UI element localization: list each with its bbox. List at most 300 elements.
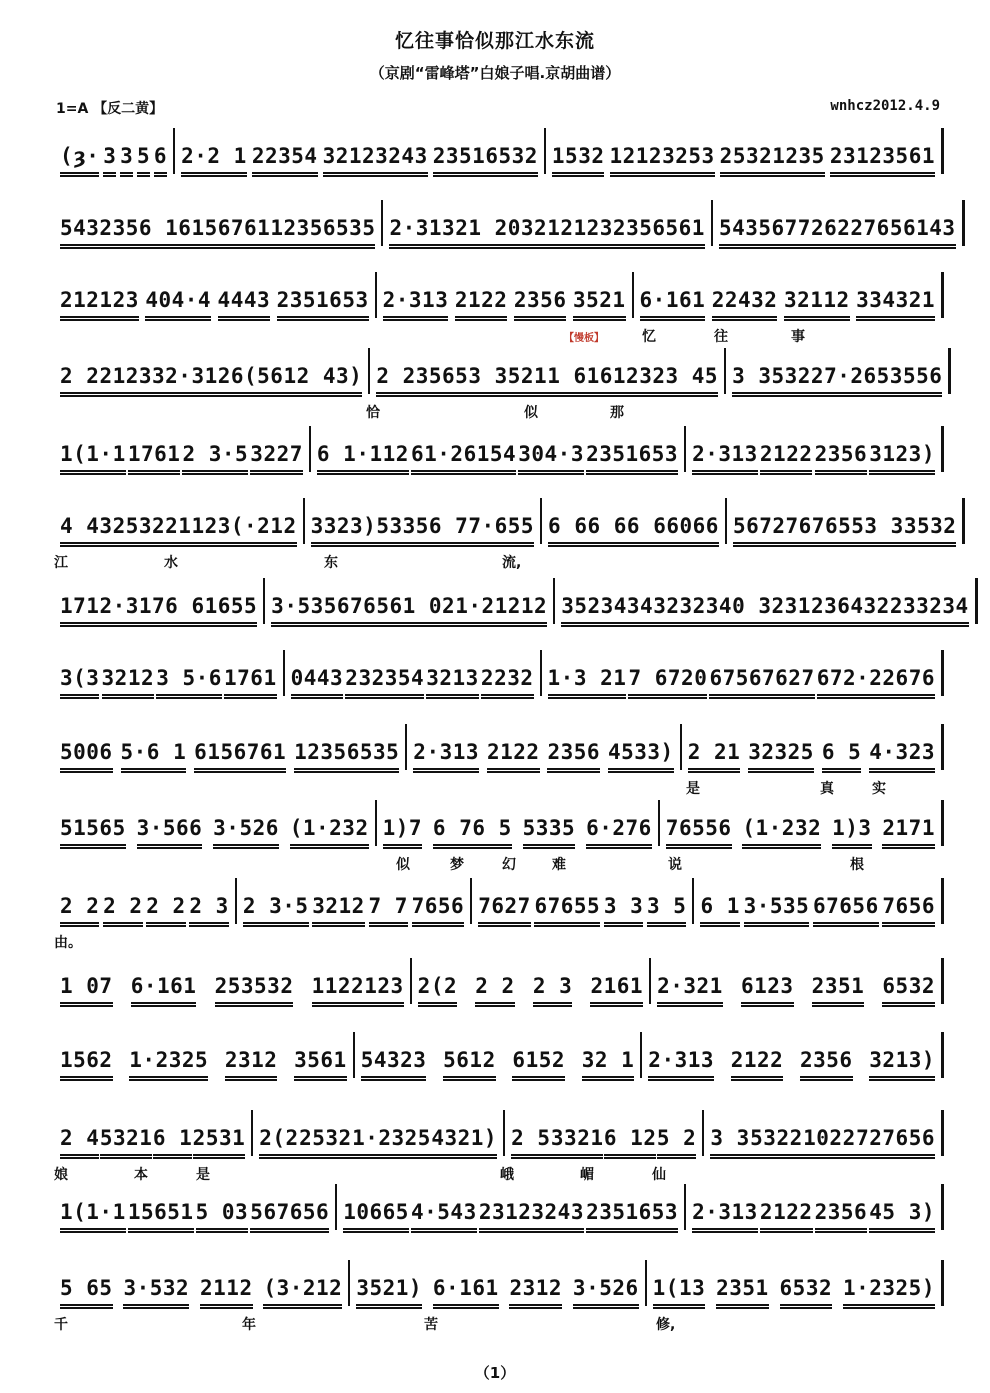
note-group: 67567627 <box>709 665 814 696</box>
note-group: 1(1·1 <box>60 441 126 472</box>
lyric-syllable: 往 <box>714 329 728 345</box>
lyric-syllable: 根 <box>850 857 864 873</box>
measure <box>54 958 410 1004</box>
measure <box>253 1110 503 1156</box>
note-group: 54323 <box>361 1047 427 1078</box>
note-group: 67655 <box>799 513 865 544</box>
note-group: 22354 <box>252 143 318 174</box>
note-group: 2 2 <box>60 363 99 394</box>
lyric-syllable: 是 <box>686 781 700 797</box>
measure <box>686 1184 941 1230</box>
score-line <box>54 200 956 258</box>
notation-row <box>54 1110 944 1156</box>
note-group: 3321 <box>551 1125 604 1156</box>
measure <box>54 128 173 174</box>
measure <box>350 1260 644 1306</box>
lyric-syllable: 嵋 <box>580 1167 594 1183</box>
note-group: 567656 <box>250 1199 329 1230</box>
lyric-syllable: 难 <box>552 857 566 873</box>
note-group: 304·3 <box>518 441 584 472</box>
lyric-syllable: 千 <box>54 1317 68 1333</box>
score-line <box>54 272 944 345</box>
note-group: 672·22676 <box>817 665 935 696</box>
note-group: 61·26154 <box>411 441 516 472</box>
note-group: 1532 <box>552 143 605 174</box>
note-group: 6 7 <box>429 513 468 544</box>
note-group: 253532 <box>215 973 294 1004</box>
note-group: (3·212 <box>263 1275 342 1306</box>
lyrics-row <box>54 1314 944 1336</box>
measure <box>54 578 263 624</box>
note-group: 2351 <box>812 973 865 1004</box>
note-group: 4533) <box>608 739 674 770</box>
note-group: 6156761 <box>194 739 286 770</box>
note-group: 1 07 <box>60 973 113 1004</box>
note-group: 2112 <box>165 513 218 544</box>
note-group: 7627 <box>478 893 531 924</box>
bar-line <box>941 426 944 472</box>
note-group: 2312 <box>509 1275 562 1306</box>
measure <box>377 800 658 846</box>
note-group: 5335 <box>376 513 429 544</box>
note-group: 2·321 <box>657 973 723 1004</box>
note-group: 3 3 <box>864 513 903 544</box>
note-group: 2 2 <box>146 893 185 924</box>
note-group: 3213 <box>426 665 479 696</box>
note-group: 5322 <box>772 363 825 394</box>
note-group: 1·3 21 <box>548 665 627 696</box>
measure <box>54 348 368 394</box>
note-group: 6·161 <box>433 1275 499 1306</box>
note-group: 3·526 <box>573 1275 639 1306</box>
lyric-syllable: 似 <box>524 405 538 421</box>
note-group: 51565 <box>60 815 126 846</box>
measure <box>634 272 941 318</box>
measure <box>355 1032 641 1078</box>
measure <box>54 1032 353 1078</box>
note-group: 2·313 <box>413 739 479 770</box>
note-group: 2·2 1 <box>181 143 247 174</box>
note-group: 6532 <box>780 1275 833 1306</box>
note-group: 5 <box>137 143 150 174</box>
note-group: 6 1·112 <box>317 441 409 472</box>
measure <box>651 958 941 1004</box>
note-group: 3(3 <box>60 665 99 696</box>
note-group: 15651 <box>128 1199 194 1230</box>
measure <box>704 1110 941 1156</box>
note-group: 3 5 <box>647 893 686 924</box>
score-line <box>54 1184 944 1242</box>
lyric-syllable: 仙 <box>652 1167 666 1183</box>
page-title: 忆往事恰似那江水东流 <box>394 30 595 52</box>
note-group: 2112 <box>200 1275 253 1306</box>
note-group: 4 43 <box>60 513 113 544</box>
notation-row <box>54 958 944 1004</box>
bar-line <box>962 200 965 246</box>
note-group: 67656 <box>813 893 879 924</box>
note-group: 6532 <box>882 973 935 1004</box>
bar-line <box>941 1184 944 1230</box>
note-group: 2 2 <box>475 973 514 1004</box>
note-group: (1·232 <box>742 815 821 846</box>
notation-row <box>54 426 944 472</box>
measure <box>54 200 381 246</box>
bar-line <box>941 878 944 924</box>
note-group: 3 <box>120 143 133 174</box>
note-group: 32123243 <box>323 143 428 174</box>
note-group: 5 65 <box>60 1275 113 1306</box>
lyric-syllable: 苦 <box>424 1317 438 1333</box>
note-group: 2 3·5 <box>243 893 309 924</box>
note-group: 56 1 <box>126 215 179 246</box>
lyric-syllable: 本 <box>134 1167 148 1183</box>
bar-line <box>948 348 951 394</box>
note-group: 2 3 <box>533 973 572 1004</box>
note-group: 212123 <box>60 287 139 318</box>
note-group: 1)7 <box>383 815 422 846</box>
note-group: 6 6 <box>627 513 666 544</box>
page-number: （1） <box>474 1364 516 1382</box>
bar-line <box>941 1032 944 1078</box>
note-group: 2356 <box>547 739 600 770</box>
lyric-syllable: 江 <box>54 555 68 571</box>
lyric-syllable: 说 <box>668 857 682 873</box>
note-group: 23123643 <box>772 593 877 624</box>
measure <box>505 1110 702 1156</box>
note-group: 4443 <box>218 287 271 318</box>
measure <box>54 1110 251 1156</box>
notation-row <box>54 200 956 246</box>
note-group: 3 3 <box>710 1125 749 1156</box>
note-group: 2·313 <box>389 215 455 246</box>
bar-line <box>941 958 944 1004</box>
note-group: 2233234 <box>877 593 969 624</box>
note-group: 7·655 <box>468 513 534 544</box>
note-group: 12356535 <box>270 215 375 246</box>
note-group: 2351653 <box>277 287 369 318</box>
note-group: 5612 <box>443 1047 496 1078</box>
note-group: 3323) <box>311 513 377 544</box>
score-line <box>54 1260 944 1333</box>
measure <box>542 498 725 544</box>
note-group: 1(1·1 <box>60 1199 126 1230</box>
note-group: 2532 <box>299 1125 352 1156</box>
measure <box>337 1184 684 1230</box>
note-group: 1·2325 <box>129 1047 208 1078</box>
note-group: 1·2325 <box>352 1125 431 1156</box>
note-group: 2(2 <box>418 973 457 1004</box>
note-group: 2122 <box>455 287 508 318</box>
notation-row <box>54 272 944 318</box>
notation-row <box>54 800 944 846</box>
notation-row <box>54 498 957 544</box>
note-group: 6152 <box>512 1047 565 1078</box>
measure <box>642 1032 941 1078</box>
measure <box>54 1260 348 1306</box>
note-group: 67655 <box>534 893 600 924</box>
score-line <box>54 1032 944 1090</box>
note-group: 3213) <box>869 1047 935 1078</box>
note-group: 2·313 <box>692 1199 758 1230</box>
bar-line <box>941 1110 944 1156</box>
note-group: 3556 <box>890 363 943 394</box>
note-group: 0443 <box>291 665 344 696</box>
note-group: 10665 <box>343 1199 409 1230</box>
lyrics-row <box>54 854 944 876</box>
measure <box>54 878 235 924</box>
bar-line <box>941 724 944 770</box>
note-group: 7656 <box>882 893 935 924</box>
note-group: 2 5 <box>511 1125 550 1156</box>
lyric-syllable: 事 <box>791 329 805 345</box>
score-line <box>54 800 944 873</box>
lyric-syllable: 由。 <box>54 935 82 951</box>
key-signature: 1=A 【反二黄】 <box>56 101 164 117</box>
score-line <box>54 650 944 708</box>
note-group: 7·265 <box>824 363 890 394</box>
note-group: 2351653 <box>586 1199 678 1230</box>
measure <box>542 650 941 696</box>
note-group: 6 1 <box>153 1125 192 1156</box>
note-group: 56727 <box>733 513 799 544</box>
note-group: 6 1 <box>700 893 739 924</box>
note-group: 6 76 5 <box>433 815 512 846</box>
note-group: 2356 <box>815 441 868 472</box>
notation-row <box>54 1184 944 1230</box>
measure <box>265 578 553 624</box>
measure <box>727 498 962 544</box>
lyric-syllable: 峨 <box>500 1167 514 1183</box>
note-group: 2(2 <box>259 1125 298 1156</box>
note-group: 6772 <box>772 215 825 246</box>
note-group: 2122 <box>760 1199 813 1230</box>
note-group: 6·161 <box>131 973 197 1004</box>
lyric-syllable: 梦 <box>450 857 464 873</box>
lyric-syllable: 幻 <box>502 857 516 873</box>
note-group: 2 2 <box>60 893 99 924</box>
notation-row <box>54 1260 944 1306</box>
lyric-syllable: 修, <box>656 1317 676 1333</box>
note-group: 6 6 <box>165 593 204 624</box>
note-group: 62276 <box>824 215 890 246</box>
tempo-mark: 【慢板】 <box>564 333 604 344</box>
note-group: 2532 <box>113 513 166 544</box>
note-group: 7 7 <box>369 893 408 924</box>
score-line <box>54 878 944 951</box>
note-group: 2323 45 <box>626 363 718 394</box>
note-group: 3212 <box>312 893 365 924</box>
score-line <box>54 578 969 636</box>
note-group: 7 6720 <box>628 665 707 696</box>
note-group: 2351 <box>716 1275 769 1306</box>
notation-row <box>54 578 969 624</box>
note-group: 1022 <box>803 1125 856 1156</box>
note-group: 1761 <box>128 441 181 472</box>
note-group: 6123 <box>741 973 794 1004</box>
measure <box>311 426 684 472</box>
note-group: (1·232 <box>290 815 369 846</box>
note-group: 2356 <box>800 1047 853 1078</box>
lyric-syllable: 年 <box>242 1317 256 1333</box>
note-group: 404·4 <box>145 287 211 318</box>
note-group: 3 5·6 <box>156 665 222 696</box>
note-group: 232354 <box>345 665 424 696</box>
measure <box>383 200 710 246</box>
lyric-syllable: 似 <box>396 857 410 873</box>
note-group: 1)3 <box>832 815 871 846</box>
measure <box>377 272 632 318</box>
note-group: 3521) <box>356 1275 422 1306</box>
note-group: 3·535 <box>744 893 810 924</box>
note-group: 171 <box>60 593 99 624</box>
note-group: 23123561 <box>830 143 935 174</box>
measure <box>682 724 941 770</box>
note-group: 2 3 <box>189 893 228 924</box>
page-subtitle: （京剧“雷峰塔”白娘子唱.京胡曲谱） <box>369 64 621 82</box>
note-group: 0321212 <box>508 215 600 246</box>
score-line <box>54 348 944 421</box>
note-group: 4·323 <box>869 739 935 770</box>
lyric-syllable: 流, <box>502 555 522 571</box>
measure <box>285 650 540 696</box>
note-group: 1761 <box>224 665 277 696</box>
note-group: 67656 <box>337 593 403 624</box>
note-group: 1 02 <box>403 593 456 624</box>
note-group: 5321 <box>100 1125 153 1156</box>
score-line <box>54 426 944 484</box>
note-group: 3 3521 <box>468 363 547 394</box>
lyric-syllable: 忆 <box>642 329 656 345</box>
lyric-syllable: 恰 <box>366 405 380 421</box>
note-group: 32 1 <box>582 1047 635 1078</box>
notation-row <box>54 650 944 696</box>
lyric-syllable: 娘 <box>54 1167 68 1183</box>
notation-row <box>54 128 944 174</box>
note-group: 6 <box>154 143 167 174</box>
note-group: 6 6 <box>587 513 626 544</box>
measure <box>54 426 309 472</box>
bar-line <box>941 650 944 696</box>
note-group: 2232 <box>481 665 534 696</box>
note-group: 6 5 <box>822 739 861 770</box>
measure <box>546 128 941 174</box>
note-group: 2351653 <box>586 441 678 472</box>
note-group: 3532 <box>904 513 957 544</box>
measure <box>370 348 724 394</box>
note-group: 12356535 <box>294 739 399 770</box>
note-group: 5335 <box>523 815 576 846</box>
lyrics-row <box>54 778 944 800</box>
note-group: 1562 <box>60 1047 113 1078</box>
note-group: 5006 <box>60 739 113 770</box>
note-group: 56143 <box>890 215 956 246</box>
lyrics-row <box>54 552 944 574</box>
lyrics-row <box>54 932 944 954</box>
measure <box>726 348 948 394</box>
note-group: 2312 <box>225 1047 278 1078</box>
lyric-syllable: 那 <box>610 405 624 421</box>
note-group: 3·526 <box>213 815 279 846</box>
note-group: 45 3) <box>869 1199 935 1230</box>
note-group: 2·313 <box>692 441 758 472</box>
note-group: 3 3 <box>604 893 643 924</box>
lyric-syllable: 水 <box>164 555 178 571</box>
note-group: 3·535 <box>271 593 337 624</box>
bar-line <box>941 272 944 318</box>
note-group: 2122 <box>487 739 540 770</box>
measure <box>175 128 544 174</box>
measure <box>555 578 974 624</box>
note-group: 6156761 <box>178 215 270 246</box>
note-group: 6 12 <box>604 1125 657 1156</box>
measure <box>54 800 375 846</box>
notation-row <box>54 724 944 770</box>
note-group: 3 <box>103 143 116 174</box>
note-group: 1·2325) <box>843 1275 935 1306</box>
note-group: 3 3 <box>732 363 771 394</box>
score-line <box>54 498 957 571</box>
lyrics-row <box>54 402 944 424</box>
note-group: 2 2 <box>103 893 142 924</box>
note-group: 35234343 <box>561 593 666 624</box>
measure <box>713 200 962 246</box>
lyric-syllable: 真 <box>820 781 834 797</box>
note-group: 5 03 <box>196 1199 249 1230</box>
note-group: 1(13 <box>653 1275 706 1306</box>
measure <box>54 650 283 696</box>
note-group: 21233 <box>99 363 165 394</box>
notation-row <box>54 348 944 394</box>
bar-line <box>941 800 944 846</box>
note-group: (ȝ· <box>60 143 99 174</box>
author-date: wnhcz2012.4.9 <box>830 98 940 114</box>
note-group: 3212 <box>102 665 155 696</box>
note-group: 5 2 <box>657 1125 696 1156</box>
note-group: 1 6161 <box>547 363 626 394</box>
note-group: 6066 <box>666 513 719 544</box>
note-group: 2122 <box>731 1047 784 1078</box>
note-group: 3521 <box>573 287 626 318</box>
measure <box>305 498 540 544</box>
note-group: 32325 <box>748 739 814 770</box>
note-group: 2531 <box>193 1125 246 1156</box>
lyric-syllable: 是 <box>196 1167 210 1183</box>
note-group: 2161 <box>590 973 643 1004</box>
note-group: 2 21 <box>688 739 741 770</box>
note-group: 1·21212 <box>455 593 547 624</box>
note-group: 2·313 <box>383 287 449 318</box>
notation-row <box>54 1032 944 1078</box>
note-group: 32112 <box>784 287 850 318</box>
note-group: 4·543 <box>411 1199 477 1230</box>
note-group: 3123) <box>869 441 935 472</box>
measure <box>54 498 303 544</box>
measure <box>237 878 470 924</box>
measure <box>660 800 941 846</box>
note-group: 2 23565 <box>376 363 468 394</box>
note-group: 2·317 <box>99 593 165 624</box>
measure <box>472 878 692 924</box>
bar-line <box>941 128 944 174</box>
lyric-syllable: 实 <box>872 781 886 797</box>
score-line <box>54 724 944 797</box>
score-line <box>54 1110 944 1183</box>
note-group: 2 3·5 <box>182 441 248 472</box>
note-group: 2356 <box>815 1199 868 1230</box>
score-line <box>54 128 944 186</box>
bar-line <box>941 1260 944 1306</box>
note-group: 54323 <box>60 215 126 246</box>
